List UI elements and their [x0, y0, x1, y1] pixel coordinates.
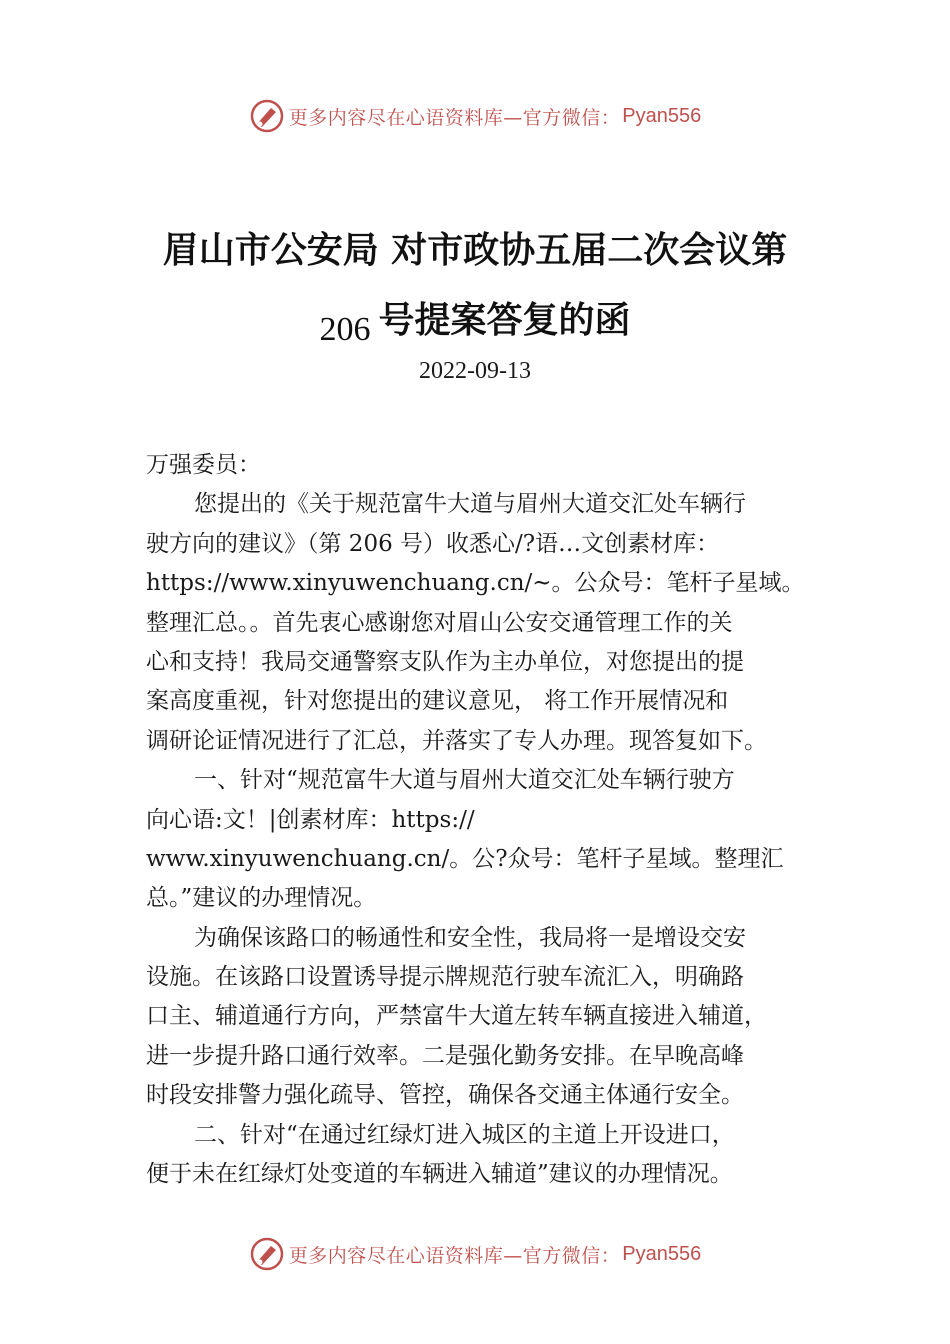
body-text-line: www.xinyuwenchuang.cn/。公?众号：笔杆子星域。整理汇: [146, 845, 784, 872]
body-text-line: 整理汇总。。首先衷心感谢您对眉山公安交通管理工作的关: [146, 609, 733, 636]
pen-nib-logo-icon: [249, 98, 285, 134]
body-text-line: 向心语:文！|创素材库：https://: [146, 806, 475, 833]
header-banner: [0, 96, 950, 136]
body-text-line: 您提出的《关于规范富牛大道与眉州大道交汇处车辆行: [194, 491, 746, 518]
body-text-line: 时段安排警力强化疏导、管控，确保各交通主体通行安全。: [146, 1082, 744, 1109]
banner-text: 更多内容尽在心语资料库—官方微信：: [288, 106, 621, 129]
body-text-line: 调研论证情况进行了汇总，并落实了专人办理。现答复如下。: [146, 727, 767, 754]
body-text-line: 总。”建议的办理情况。: [146, 885, 377, 912]
body-text-line: 便于未在红绿灯处变道的车辆进入辅道”建议的办理情况。: [146, 1161, 733, 1188]
pen-nib-logo-icon: [249, 1236, 285, 1272]
body-text-line: 二、针对“在通过红绿灯进入城区的主道上开设进口，: [194, 1121, 735, 1148]
body-text-line: 为确保该路口的畅通性和安全性，我局将一是增设交安: [194, 924, 746, 951]
title-line2-text: 号提案答复的函: [378, 299, 631, 341]
body-text-line: 心和支持！我局交通警察支队作为主办单位，对您提出的提: [146, 648, 744, 675]
proposal-number: 206: [319, 311, 371, 348]
footer-banner: [0, 1234, 950, 1274]
body-text-line: 进一步提升路口通行效率。二是强化勤务安排。在早晚高峰: [146, 1042, 744, 1069]
body-text-line: 万强委员：: [146, 452, 261, 478]
body-text-line: 驶方向的建议》（第 206 号）收悉心/?语…文创素材库：: [146, 530, 720, 557]
body-text-line: https://www.xinyuwenchuang.cn/~。公众号：笔杆子星域。: [146, 570, 805, 597]
banner-text: 更多内容尽在心语资料库—官方微信：: [288, 1244, 621, 1267]
body-text-line: 案高度重视，针对您提出的建议意见， 将工作开展情况和: [146, 688, 729, 715]
body-text-line: 一、针对“规范富牛大道与眉州大道交汇处车辆行驶方: [194, 767, 735, 794]
banner-wechat-id: Pyan556: [622, 104, 702, 127]
document-body: [146, 446, 826, 1194]
banner-wechat-id: Pyan556: [622, 1242, 702, 1265]
document-date: 2022-09-13: [419, 358, 531, 384]
body-text-line: 设施。在该路口设置诱导提示牌规范行驶车流汇入，明确路: [146, 964, 744, 991]
document-title-line1: 眉山市公安局 对市政协五届二次会议第: [162, 229, 788, 271]
body-text-line: 口主、辅道通行方向，严禁富牛大道左转车辆直接进入辅道，: [146, 1003, 767, 1030]
document-title-line2: [0, 292, 950, 348]
